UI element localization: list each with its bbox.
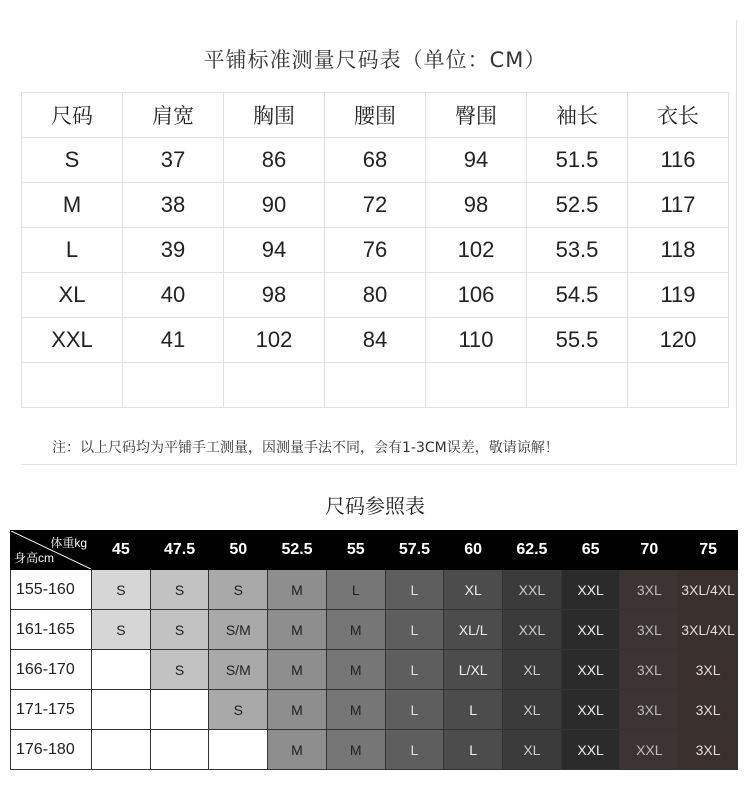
size-recommendation-cell: XXL bbox=[561, 650, 620, 690]
column-header: 尺码 bbox=[22, 93, 123, 138]
size-recommendation-cell bbox=[92, 730, 151, 770]
size-label-cell bbox=[22, 363, 123, 408]
size-recommendation-cell: XXL bbox=[561, 610, 620, 650]
weight-header-row bbox=[11, 531, 738, 570]
reference-chart-title: 尺码参照表 bbox=[325, 494, 425, 518]
weight-label: 体重kg bbox=[50, 536, 87, 550]
size-recommendation-cell: M bbox=[268, 610, 327, 650]
size-label-cell: L bbox=[22, 228, 123, 273]
size-recommendation-cell: L bbox=[385, 610, 444, 650]
size-recommendation-cell: 3XL bbox=[620, 570, 679, 610]
size-recommendation-cell: M bbox=[268, 570, 327, 610]
size-recommendation-cell: L bbox=[326, 570, 385, 610]
size-chart-table bbox=[21, 92, 729, 408]
size-recommendation-cell: XXL bbox=[503, 570, 562, 610]
table-row bbox=[22, 273, 729, 318]
size-recommendation-cell: S/M bbox=[209, 610, 268, 650]
weight-header-cell: 47.5 bbox=[150, 531, 209, 570]
size-recommendation-cell: S bbox=[209, 690, 268, 730]
measurement-cell: 98 bbox=[224, 273, 325, 318]
size-recommendation-cell: M bbox=[326, 730, 385, 770]
measurement-cell: 94 bbox=[426, 138, 527, 183]
measurement-cell: 106 bbox=[426, 273, 527, 318]
measurement-cell bbox=[325, 363, 426, 408]
size-recommendation-cell: 3XL/4XL bbox=[679, 570, 738, 610]
size-recommendation-cell: 3XL bbox=[620, 610, 679, 650]
measurement-cell: 38 bbox=[123, 183, 224, 228]
height-label-cell: 171-175 bbox=[11, 690, 92, 730]
size-recommendation-cell: XL bbox=[503, 690, 562, 730]
height-row bbox=[11, 650, 738, 690]
measurement-cell: 55.5 bbox=[527, 318, 628, 363]
measurement-cell bbox=[224, 363, 325, 408]
weight-header-cell: 70 bbox=[620, 531, 679, 570]
measurement-cell: 76 bbox=[325, 228, 426, 273]
size-recommendation-cell: M bbox=[268, 650, 327, 690]
size-recommendation-cell: S bbox=[150, 650, 209, 690]
size-recommendation-cell: 3XL bbox=[679, 650, 738, 690]
weight-header-cell: 45 bbox=[92, 531, 151, 570]
size-recommendation-cell bbox=[92, 650, 151, 690]
column-header: 胸围 bbox=[224, 93, 325, 138]
size-recommendation-cell: L bbox=[385, 690, 444, 730]
size-recommendation-cell: 3XL bbox=[679, 690, 738, 730]
table-row bbox=[22, 363, 729, 408]
size-recommendation-cell: S bbox=[150, 570, 209, 610]
size-recommendation-cell bbox=[150, 690, 209, 730]
table-row bbox=[22, 138, 729, 183]
size-recommendation-cell: XXL bbox=[503, 610, 562, 650]
size-recommendation-cell: 3XL bbox=[679, 730, 738, 770]
size-recommendation-cell bbox=[209, 730, 268, 770]
measurement-cell: 53.5 bbox=[527, 228, 628, 273]
measurement-cell: 84 bbox=[325, 318, 426, 363]
height-label-cell: 176-180 bbox=[11, 730, 92, 770]
size-recommendation-cell: XXL bbox=[620, 730, 679, 770]
size-recommendation-cell: XL/L bbox=[444, 610, 503, 650]
size-recommendation-cell: M bbox=[326, 690, 385, 730]
size-label-cell: S bbox=[22, 138, 123, 183]
height-row bbox=[11, 690, 738, 730]
measurement-cell: 80 bbox=[325, 273, 426, 318]
table-row bbox=[22, 183, 729, 228]
size-recommendation-cell: 3XL bbox=[620, 650, 679, 690]
weight-header-cell: 75 bbox=[679, 531, 738, 570]
measurement-cell: 102 bbox=[426, 228, 527, 273]
column-header: 臀围 bbox=[426, 93, 527, 138]
corner-cell bbox=[11, 531, 92, 570]
measurement-cell: 117 bbox=[628, 183, 729, 228]
measurement-cell: 98 bbox=[426, 183, 527, 228]
measurement-cell: 94 bbox=[224, 228, 325, 273]
size-chart-header-row bbox=[22, 93, 729, 138]
measurement-cell bbox=[426, 363, 527, 408]
size-recommendation-cell: M bbox=[268, 730, 327, 770]
height-label-cell: 155-160 bbox=[11, 570, 92, 610]
size-recommendation-cell: S bbox=[92, 610, 151, 650]
size-recommendation-cell: XL bbox=[503, 730, 562, 770]
size-recommendation-cell: L bbox=[385, 650, 444, 690]
height-label-cell: 161-165 bbox=[11, 610, 92, 650]
measurement-cell: 37 bbox=[123, 138, 224, 183]
size-recommendation-cell: 3XL bbox=[620, 690, 679, 730]
measurement-note: 注：以上尺码均为平铺手工测量，因测量手法不同，会有1-3CM误差，敬请谅解！ bbox=[52, 440, 559, 456]
measurement-cell: 54.5 bbox=[527, 273, 628, 318]
size-label-cell: XXL bbox=[22, 318, 123, 363]
size-recommendation-cell: L bbox=[444, 690, 503, 730]
measurement-cell: 102 bbox=[224, 318, 325, 363]
size-recommendation-cell: S bbox=[150, 610, 209, 650]
reference-chart-table bbox=[10, 530, 738, 770]
column-header: 肩宽 bbox=[123, 93, 224, 138]
height-row bbox=[11, 610, 738, 650]
measurement-cell: 41 bbox=[123, 318, 224, 363]
size-recommendation-cell: S bbox=[92, 570, 151, 610]
measurement-cell: 39 bbox=[123, 228, 224, 273]
weight-header-cell: 65 bbox=[561, 531, 620, 570]
height-row bbox=[11, 730, 738, 770]
measurement-cell: 90 bbox=[224, 183, 325, 228]
measurement-cell bbox=[123, 363, 224, 408]
size-recommendation-cell: L bbox=[444, 730, 503, 770]
size-recommendation-cell: 3XL/4XL bbox=[679, 610, 738, 650]
measurement-cell: 120 bbox=[628, 318, 729, 363]
column-header: 衣长 bbox=[628, 93, 729, 138]
table-row bbox=[22, 318, 729, 363]
size-recommendation-cell: S bbox=[209, 570, 268, 610]
measurement-cell: 68 bbox=[325, 138, 426, 183]
height-row bbox=[11, 570, 738, 610]
measurement-cell: 86 bbox=[224, 138, 325, 183]
weight-header-cell: 52.5 bbox=[268, 531, 327, 570]
size-recommendation-cell bbox=[92, 690, 151, 730]
size-recommendation-cell: M bbox=[326, 610, 385, 650]
size-recommendation-cell: XXL bbox=[561, 690, 620, 730]
weight-header-cell: 50 bbox=[209, 531, 268, 570]
size-label-cell: M bbox=[22, 183, 123, 228]
divider-line bbox=[736, 20, 737, 464]
size-recommendation-cell: XL bbox=[444, 570, 503, 610]
measurement-cell: 110 bbox=[426, 318, 527, 363]
size-recommendation-cell: L bbox=[385, 730, 444, 770]
size-recommendation-cell: S/M bbox=[209, 650, 268, 690]
size-chart-title: 平铺标准测量尺码表（单位：CM） bbox=[203, 48, 547, 72]
size-recommendation-cell: XXL bbox=[561, 730, 620, 770]
size-recommendation-cell: XXL bbox=[561, 570, 620, 610]
size-recommendation-cell bbox=[150, 730, 209, 770]
measurement-cell: 118 bbox=[628, 228, 729, 273]
measurement-cell bbox=[628, 363, 729, 408]
size-recommendation-cell: L/XL bbox=[444, 650, 503, 690]
weight-header-cell: 55 bbox=[326, 531, 385, 570]
measurement-cell bbox=[527, 363, 628, 408]
size-recommendation-cell: L bbox=[385, 570, 444, 610]
size-label-cell: XL bbox=[22, 273, 123, 318]
height-label-cell: 166-170 bbox=[11, 650, 92, 690]
measurement-cell: 40 bbox=[123, 273, 224, 318]
height-label: 身高cm bbox=[14, 551, 54, 565]
column-header: 袖长 bbox=[527, 93, 628, 138]
size-recommendation-cell: M bbox=[326, 650, 385, 690]
measurement-cell: 119 bbox=[628, 273, 729, 318]
weight-header-cell: 60 bbox=[444, 531, 503, 570]
measurement-cell: 116 bbox=[628, 138, 729, 183]
size-recommendation-cell: XL bbox=[503, 650, 562, 690]
measurement-cell: 72 bbox=[325, 183, 426, 228]
weight-header-cell: 57.5 bbox=[385, 531, 444, 570]
size-recommendation-cell: M bbox=[268, 690, 327, 730]
measurement-cell: 51.5 bbox=[527, 138, 628, 183]
weight-header-cell: 62.5 bbox=[503, 531, 562, 570]
column-header: 腰围 bbox=[325, 93, 426, 138]
table-row bbox=[22, 228, 729, 273]
measurement-cell: 52.5 bbox=[527, 183, 628, 228]
